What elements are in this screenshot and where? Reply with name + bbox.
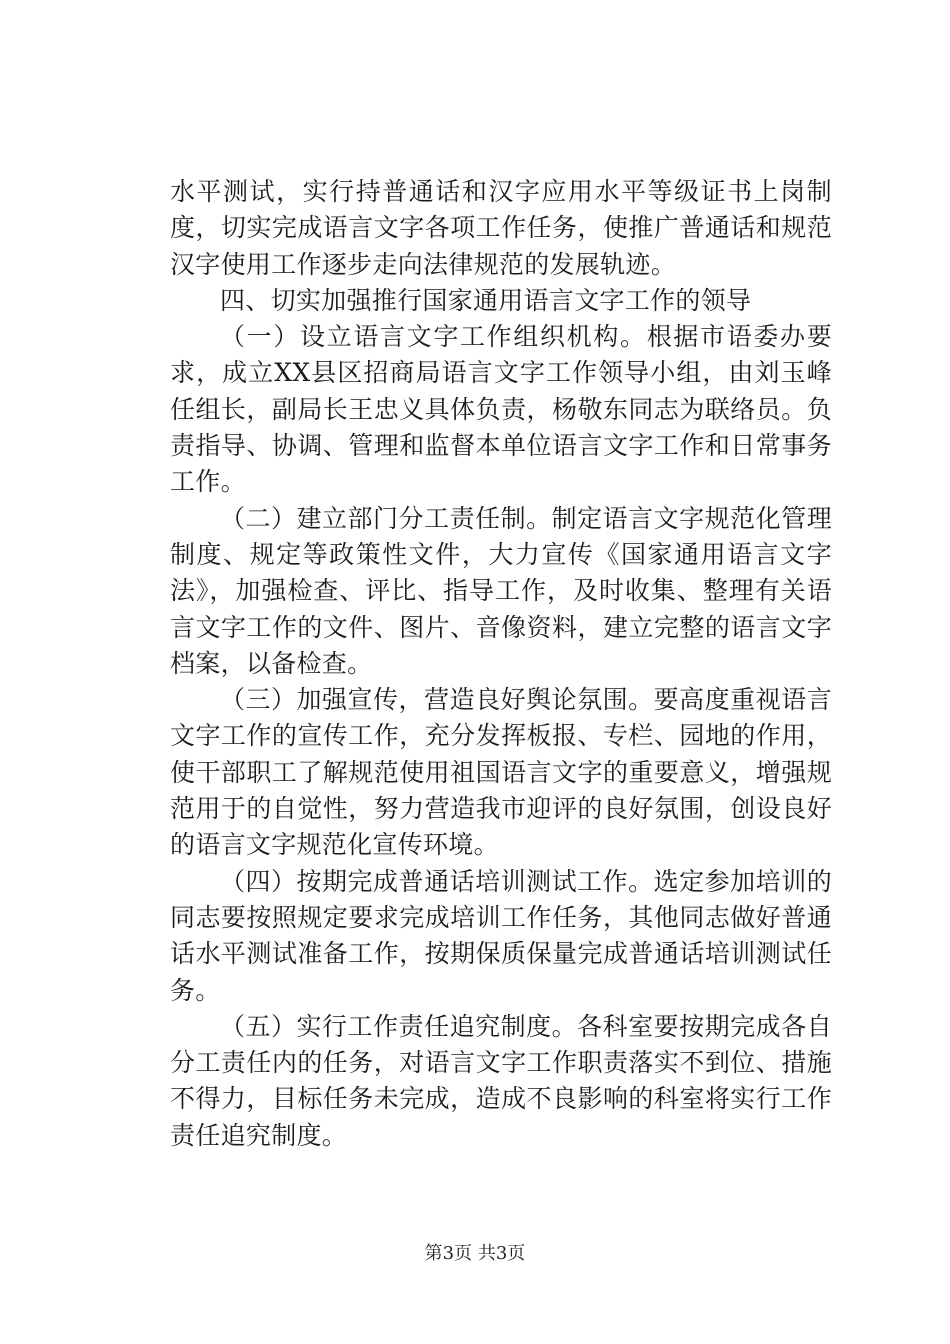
- section-heading: 四、切实加强推行国家通用语言文字工作的领导: [220, 285, 752, 315]
- paragraph-continuation: 水平测试，实行持普通话和汉字应用水平等级证书上岗制度，切实完成语言文字各项工作任务，使推广普通话和规范汉字使用工作逐步走向法律规范的发展轨迹。: [170, 177, 832, 279]
- document-body: [170, 174, 832, 1154]
- page-footer: 第3页 共3页: [424, 1243, 526, 1264]
- paragraph-item-3: （三）加强宣传，营造良好舆论氛围。要高度重视语言文字工作的宣传工作，充分发挥板报、专栏、园地的作用，使干部职工了解规范使用祖国语言文字的重要意义，增强规范用于的自觉性，努力营造我市迎评的良好氛围，创设良好的语言文字规范化宣传环境。: [170, 685, 832, 860]
- paragraph-item-1: （一）设立语言文字工作组织机构。根据市语委办要求，成立XX县区招商局语言文字工作领导小组，由刘玉峰任组长，副局长王忠义具体负责，杨敬东同志为联络员。负责指导、协调、管理和监督本单位语言文字工作和日常事务工作。: [170, 322, 832, 497]
- paragraph-item-2: （二）建立部门分工责任制。制定语言文字规范化管理制度、规定等政策性文件，大力宣传《国家通用语言文字法》，加强检查、评比、指导工作，及时收集、整理有关语言文字工作的文件、图片、音像资料，建立完整的语言文字档案，以备检查。: [170, 503, 832, 678]
- paragraph-item-5: （五）实行工作责任追究制度。各科室要按期完成各自分工责任内的任务，对语言文字工作职责落实不到位、措施不得力，目标任务未完成，造成不良影响的科室将实行工作责任追究制度。: [170, 1011, 832, 1150]
- paragraph-item-4: （四）按期完成普通话培训测试工作。选定参加培训的同志要按照规定要求完成培训工作任务，其他同志做好普通话水平测试准备工作，按期保质保量完成普通话培训测试任务。: [170, 866, 832, 1005]
